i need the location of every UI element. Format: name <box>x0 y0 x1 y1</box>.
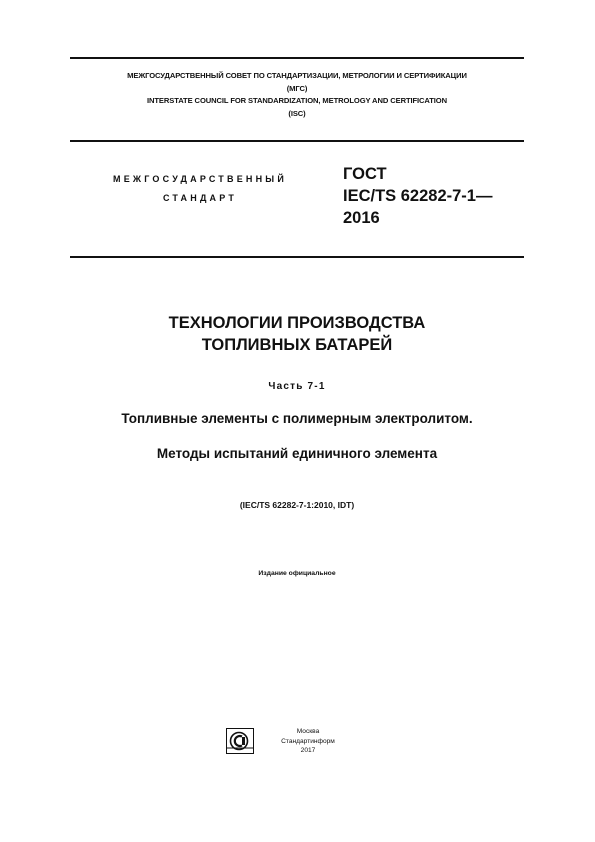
title-line2: ТОПЛИВНЫХ БАТАРЕЙ <box>201 336 393 354</box>
top-rule <box>70 57 524 59</box>
gost-number: IEC/TS 62282-7-1— <box>343 187 493 205</box>
standard-label <box>70 170 330 208</box>
council-header <box>70 70 524 120</box>
council-abbr-ru: (МГС) <box>286 83 308 93</box>
council-abbr-en: (ISC) <box>288 108 306 118</box>
standard-label-line1: МЕЖГОСУДАРСТВЕННЫЙ <box>113 174 287 184</box>
subtitle-line2: Методы испытаний единичного элемента <box>156 446 438 461</box>
identity-note: (IEC/TS 62282-7-1:2010, IDT) <box>239 500 355 510</box>
edition-note: Издание официальное <box>258 570 336 577</box>
header-rule <box>70 140 524 142</box>
part-number: Часть 7-1 <box>268 381 326 392</box>
gost-prefix: ГОСТ <box>343 165 387 183</box>
publisher-info <box>268 727 348 756</box>
gost-year: 2016 <box>343 209 380 227</box>
designation-rule <box>70 256 524 258</box>
publisher-city: Москва <box>296 728 320 735</box>
publisher-name: Стандартинформ <box>281 737 335 745</box>
council-name-en: INTERSTATE COUNCIL FOR STANDARDIZATION, METROLOGY AND CERTIFICATION <box>147 96 447 105</box>
document-title <box>70 312 524 356</box>
publisher-logo <box>226 728 254 754</box>
standard-label-line2: СТАНДАРТ <box>162 193 238 203</box>
council-name-ru: МЕЖГОСУДАРСТВЕННЫЙ СОВЕТ ПО СТАНДАРТИЗАЦИИ, МЕТРОЛОГИИ И СЕРТИФИКАЦИИ <box>127 71 467 80</box>
title-line1: ТЕХНОЛОГИИ ПРОИЗВОДСТВА <box>168 314 426 332</box>
gost-designation <box>343 163 492 229</box>
subtitle-line1: Топливные элементы с полимерным электролитом. <box>121 411 473 426</box>
standartinform-logo-icon <box>226 728 254 754</box>
publisher-year: 2017 <box>300 747 316 754</box>
